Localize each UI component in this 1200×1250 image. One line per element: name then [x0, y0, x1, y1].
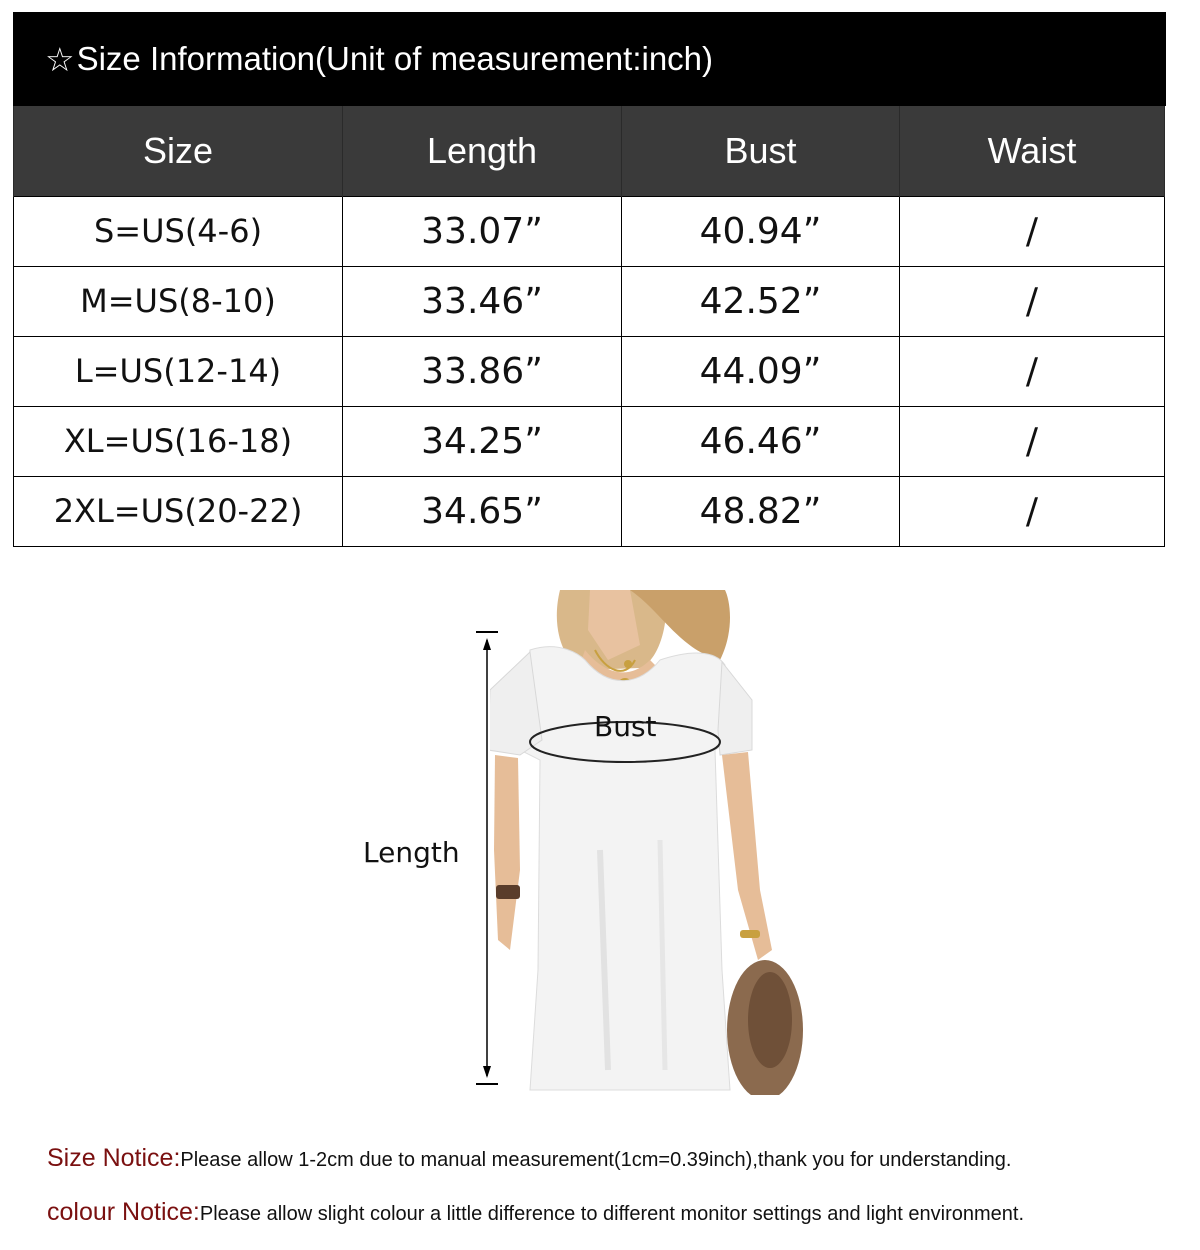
size-cell: XL=US(16-18)	[14, 406, 343, 476]
size-notice-text: Please allow 1-2cm due to manual measurement(1cm=0.39inch),thank you for understanding.	[180, 1149, 1012, 1171]
bust-cell: 42.52”	[622, 266, 900, 336]
dress-model-image	[490, 590, 820, 1095]
size-info-title-bar	[13, 12, 1166, 106]
bust-cell: 48.82”	[622, 476, 900, 546]
table-row	[14, 196, 1165, 266]
table-row	[14, 266, 1165, 336]
column-header-length: Length	[343, 106, 622, 196]
star-icon: ☆	[45, 40, 75, 78]
bust-cell: 40.94”	[622, 196, 900, 266]
colour-notice	[47, 1198, 1024, 1227]
waist-cell: /	[900, 266, 1165, 336]
length-cell: 33.86”	[343, 336, 622, 406]
colour-notice-text: Please allow slight colour a little difference to different monitor settings and light environment.	[199, 1203, 1025, 1225]
length-cell: 34.25”	[343, 406, 622, 476]
waist-cell: /	[900, 406, 1165, 476]
size-cell: 2XL=US(20-22)	[14, 476, 343, 546]
waist-cell: /	[900, 476, 1165, 546]
size-notice	[47, 1144, 1011, 1173]
length-arrow-icon	[472, 628, 502, 1088]
waist-cell: /	[900, 196, 1165, 266]
column-header-bust: Bust	[622, 106, 900, 196]
table-row	[14, 336, 1165, 406]
size-cell: M=US(8-10)	[14, 266, 343, 336]
bust-cell: 44.09”	[622, 336, 900, 406]
column-header-waist: Waist	[900, 106, 1165, 196]
size-cell: L=US(12-14)	[14, 336, 343, 406]
waist-cell: /	[900, 336, 1165, 406]
length-label: Length	[363, 836, 460, 869]
size-cell: S=US(4-6)	[14, 196, 343, 266]
length-cell: 34.65”	[343, 476, 622, 546]
size-table	[13, 106, 1165, 547]
table-row	[14, 406, 1165, 476]
column-header-size: Size	[14, 106, 343, 196]
table-row	[14, 476, 1165, 546]
length-cell: 33.07”	[343, 196, 622, 266]
size-notice-heading: Size Notice:	[47, 1144, 181, 1172]
size-info-title: Size Information(Unit of measurement:inch)	[76, 40, 714, 77]
bust-cell: 46.46”	[622, 406, 900, 476]
table-header-row	[14, 106, 1165, 196]
colour-notice-heading: colour Notice:	[47, 1198, 200, 1226]
length-cell: 33.46”	[343, 266, 622, 336]
bust-label: Bust	[594, 710, 657, 743]
